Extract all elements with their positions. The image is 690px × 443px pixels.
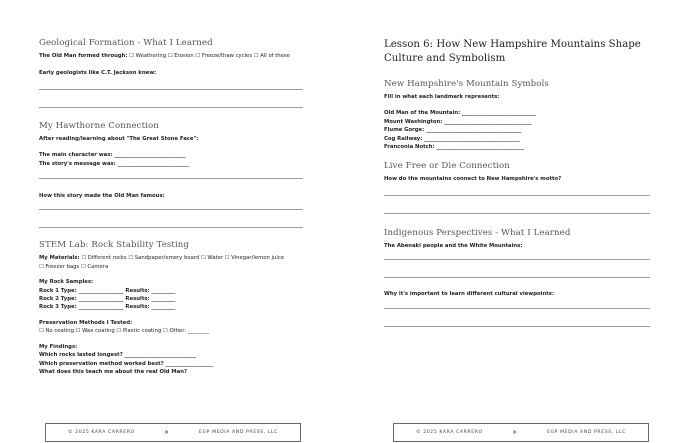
rock-2-field[interactable]: Rock 2 Type: _________________ Results: _________: [39, 296, 176, 303]
findings-old-man-prompt: What does this teach me about the real Old Man?: [39, 368, 188, 375]
copyright-text: © 2025 KARA CARRERO: [68, 430, 135, 435]
publisher-text: EGP MEDIA AND PRESS, LLC: [199, 430, 278, 435]
preservation-heading: Preservation Methods I Tested:: [39, 319, 133, 326]
main-character-field[interactable]: The main character was: ___________________________: [39, 152, 186, 159]
right-page-content: [384, 38, 650, 327]
symbol-field-old-man[interactable]: Old Man of the Mountain: ____________________________: [384, 110, 537, 117]
findings-longest-field[interactable]: Which rocks lasted longest? ___________________________: [39, 352, 197, 359]
symbol-field-cog-railway[interactable]: Cog Railway: ____________________________________: [384, 135, 520, 142]
rock-samples-heading: My Rock Samples:: [39, 279, 94, 286]
old-man-formed-question: [39, 52, 303, 60]
materials-options[interactable]: ☐ Different rocks ☐ Sandpaper/emery board ☐ Water ☐ Vinegar/lemon juice: [79, 255, 284, 262]
motto-question: How do the mountains connect to New Hampshire's motto?: [384, 176, 562, 183]
publisher-text: EGP MEDIA AND PRESS, LLC: [547, 430, 626, 435]
materials-label: My Materials:: [39, 255, 80, 262]
hawthorne-intro: After reading/learning about "The Great Stone Face":: [39, 135, 199, 142]
materials-options-line2[interactable]: ☐ Freezer bags ☐ Camera: [39, 263, 109, 270]
viewpoints-prompt: Why it's important to learn different cultural viewpoints:: [384, 291, 555, 298]
writing-line[interactable]: [384, 326, 650, 327]
rock-1-field[interactable]: Rock 1 Type: _________________ Results: _________: [39, 287, 176, 294]
geological-formation-title: Geological Formation - What I Learned: [39, 38, 213, 48]
hawthorne-connection-title: My Hawthorne Connection: [39, 120, 159, 131]
copyright-text: © 2025 KARA CARRERO: [416, 430, 483, 435]
right-page: [345, 0, 690, 443]
right-page-footer: [393, 423, 649, 442]
findings-heading: My Findings:: [39, 343, 78, 350]
symbol-field-flume-gorge[interactable]: Flume Gorge: ____________________________________: [384, 127, 522, 134]
footer-separator: ×: [512, 429, 518, 436]
rock-3-field[interactable]: Rock 3 Type: _________________ Results: _________: [39, 304, 176, 311]
symbols-intro: Fill in what each landmark represents:: [384, 94, 500, 100]
findings-method-field[interactable]: Which preservation method worked best? __________________: [39, 360, 214, 367]
footer-separator: ×: [164, 429, 170, 436]
left-page-footer: [45, 423, 301, 442]
old-man-famous-prompt: How this story made the Old Man famous:: [39, 193, 165, 200]
story-message-field[interactable]: The story's message was: ___________________________: [39, 160, 190, 167]
mountain-symbols-title: New Hampshire's Mountain Symbols: [384, 79, 549, 89]
old-man-formed-options[interactable]: ☐ Weathering ☐ Erosion ☐ Freeze/thaw cycles ☐ All of these: [127, 53, 290, 59]
symbol-field-franconia-notch[interactable]: Franconia Notch: _________________________________: [384, 144, 524, 151]
stem-lab-title: STEM Lab: Rock Stability Testing: [39, 240, 190, 251]
symbol-field-mount-washington[interactable]: Mount Washington: _________________________________: [384, 118, 532, 125]
materials-checklist: [39, 254, 303, 262]
lesson-title: Lesson 6: How New Hampshire Mountains Shape Culture and Symbolism: [384, 39, 641, 64]
preservation-options[interactable]: ☐ No coating ☐ Wax coating ☐ Plastic coating ☐ Other: ________: [39, 328, 210, 335]
indigenous-perspectives-title: Indigenous Perspectives - What I Learned: [384, 227, 571, 238]
live-free-title: Live Free or Die Connection: [384, 161, 510, 172]
early-geologists-prompt: Early geologists like C.T. Jackson knew:: [39, 70, 157, 77]
abenaki-prompt: The Abenaki people and the White Mountains:: [384, 242, 523, 249]
left-page-content: [39, 38, 303, 376]
old-man-formed-label: The Old Man formed through:: [39, 53, 128, 59]
